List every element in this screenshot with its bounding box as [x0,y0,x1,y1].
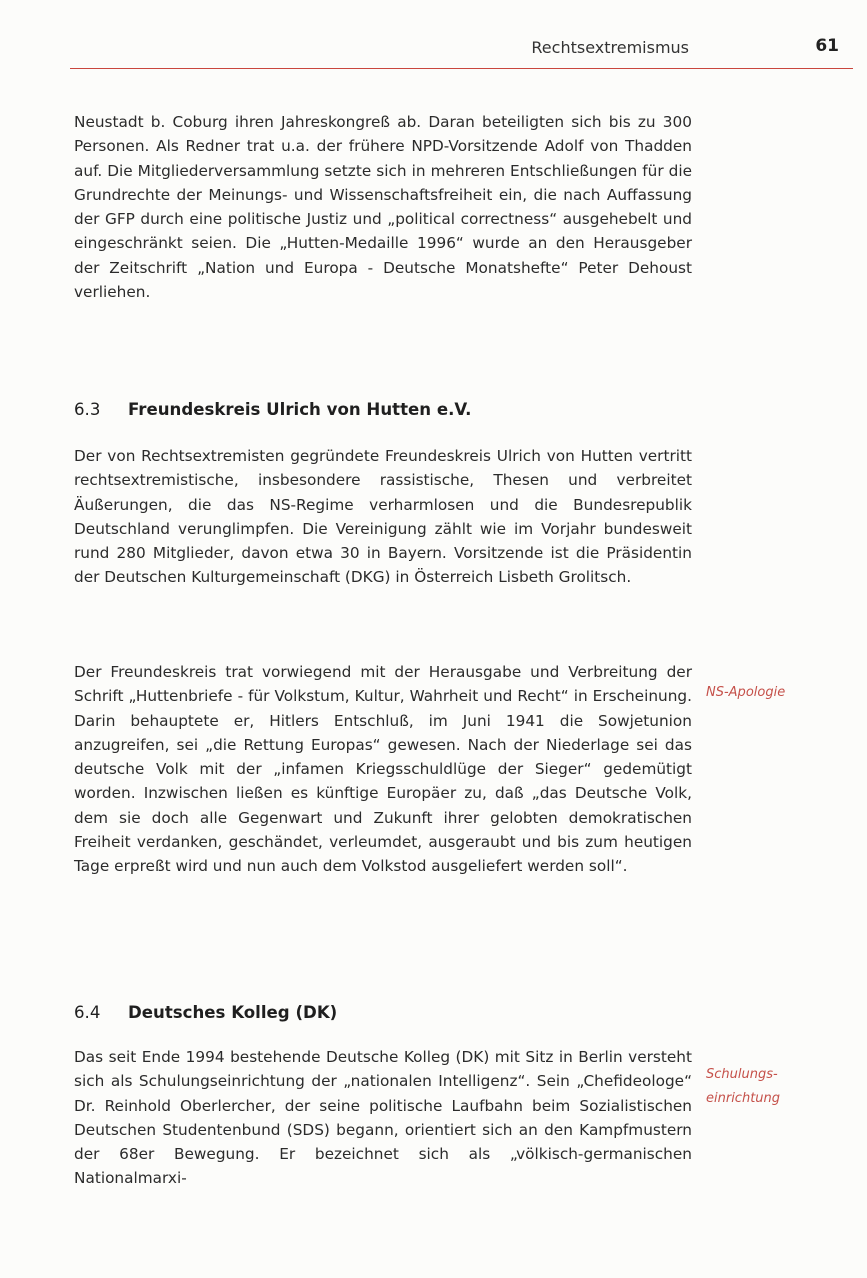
paragraph-intro [74,110,692,304]
margin-note-ns-apologie: NS-Apologie [706,685,786,700]
section-heading-6-3 [74,400,471,419]
section-title: Freundeskreis Ulrich von Hutten e.V. [128,400,472,419]
margin-note-line: einrichtung [706,1091,781,1107]
section-heading-6-4 [74,1003,337,1022]
margin-note-schulungseinrichtung [706,1063,846,1112]
section-number: 6.4 [74,1003,101,1022]
section-number: 6.3 [74,400,101,419]
paragraph-text: Neustadt b. Coburg ihren Jahreskongreß ab. Daran beteiligten sich bis zu 300 Personen. Als Redner trat u.a. der frühere NPD-Vorsitzende Adolf von Thadden auf. Die Mitgliederversammlung setzte sich in mehreren Entschließungen für die Grundrechte der Meinungs- und Wissenschaftsfreiheit ein, die nach Auffassung der GFP durch eine politische Justiz und „political correctness“ ausgehebelt und eingeschränkt seien. Die „Hutten-Medaille 1996“ wurde an den Herausgeber der Zeitschrift „Nation und Europa - Deutsche Monatshefte“ Peter Dehoust verliehen. [74,113,692,302]
paragraph-text: Der von Rechtsextremisten gegründete Freundeskreis Ulrich von Hutten vertritt rechtsextremistische, insbesondere rassistische, Thesen und verbreitet Äußerungen, die das NS-Regime verharmlosen und die Bundesrepublik Deutschland verunglimpfen. Die Vereinigung zählt wie im Vorjahr bundesweit rund 280 Mitglieder, davon etwa 30 in Bayern. Vorsitzende ist die Präsidentin der Deutschen Kulturgemeinschaft (DKG) in Österreich Lisbeth Grolitsch. [74,447,692,587]
running-title: Rechtsextremismus [531,38,689,57]
margin-note-line: Schulungs- [706,1067,778,1082]
page-number: 61 [815,36,839,56]
paragraph-hutten-2 [74,660,692,879]
paragraph-text: Der Freundeskreis trat vorwiegend mit der Herausgabe und Verbreitung der Schrift „Huttenbriefe - für Volkstum, Kultur, Wahrheit und Recht“ in Erscheinung. Darin behauptete er, Hitlers Entschluß, im Juni 1941 die Sowjetunion anzugreifen, sei „die Rettung Europas“ gewesen. Nach der Niederlage sei das deutsche Volk mit der „infamen Kriegsschuldlüge der Sieger“ gedemütigt worden. Inzwischen ließen es künftige Europäer zu, daß „das Deutsche Volk, dem sie doch alle Gegenwart und Zukunft ihrer gelobten demokratischen Freiheit verdanken, geschändet, verleumdet, ausgeraubt und bis zum heutigen Tage erpreßt wird und nun auch dem Volkstod ausgeliefert werden soll“. [74,663,692,876]
section-title: Deutsches Kolleg (DK) [128,1003,338,1022]
page-header [70,34,853,69]
paragraph-text: Das seit Ende 1994 bestehende Deutsche Kolleg (DK) mit Sitz in Berlin versteht sich als Schulungseinrichtung der „nationalen Intelligenz“. Sein „Chefideologe“ Dr. Reinhold Oberlercher, der seine politische Laufbahn beim Sozialistischen Deutschen Studentenbund (SDS) begann, orientiert sich an den Kampfmustern der 68er Bewegung. Er bezeichnet sich als „völkisch-germanischen Nationalmarxi- [74,1048,692,1188]
paragraph-kolleg-1 [74,1045,692,1191]
paragraph-hutten-1 [74,444,692,590]
